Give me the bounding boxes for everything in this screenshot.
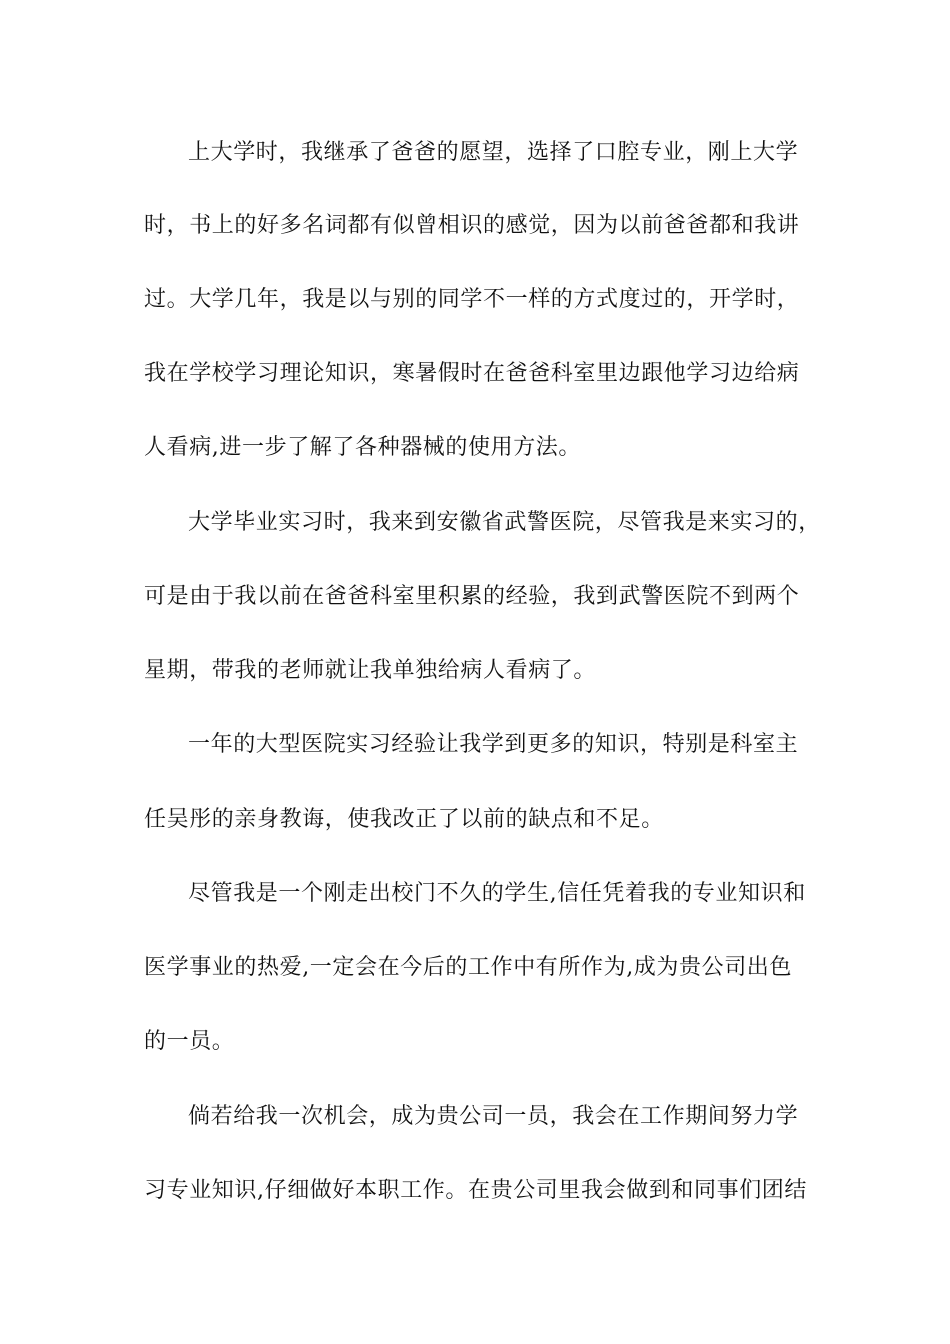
paragraph-1-line-1: 上大学时，我继承了爸爸的愿望，选择了口腔专业，刚上大学	[188, 140, 799, 165]
paragraph-5-line-2: 习专业知识,仔细做好本职工作。在贵公司里我会做到和同事们团结	[144, 1178, 807, 1203]
paragraph-1-line-5: 人看病,进一步了解了各种器械的使用方法。	[144, 435, 581, 460]
paragraph-3-line-1: 一年的大型医院实习经验让我学到更多的知识，特别是科室主	[188, 732, 799, 757]
paragraph-1-line-3: 过。大学几年，我是以与别的同学不一样的方式度过的，开学时，	[144, 287, 800, 312]
paragraph-5-line-1: 倘若给我一次机会，成为贵公司一员，我会在工作期间努力学	[188, 1104, 799, 1129]
paragraph-1-line-2: 时，书上的好多名词都有似曾相识的感觉，因为以前爸爸都和我讲	[144, 213, 800, 238]
paragraph-2-line-3: 星期，带我的老师就让我单独给病人看病了。	[144, 658, 597, 683]
paragraph-4-line-1: 尽管我是一个刚走出校门不久的学生,信任凭着我的专业知识和	[188, 881, 806, 906]
paragraph-1-line-4: 我在学校学习理论知识，寒暑假时在爸爸科室里边跟他学习边给病	[144, 361, 800, 386]
paragraph-2-line-2: 可是由于我以前在爸爸科室里积累的经验，我到武警医院不到两个	[144, 584, 800, 609]
paragraph-4-line-2: 医学事业的热爱,一定会在今后的工作中有所作为,成为贵公司出色	[144, 955, 792, 980]
paragraph-3-line-2: 任吴彤的亲身教诲，使我改正了以前的缺点和不足。	[144, 807, 664, 832]
paragraph-4-line-3: 的一员。	[144, 1029, 235, 1054]
paragraph-2-line-1: 大学毕业实习时，我来到安徽省武警医院，尽管我是来实习的，	[188, 510, 821, 535]
